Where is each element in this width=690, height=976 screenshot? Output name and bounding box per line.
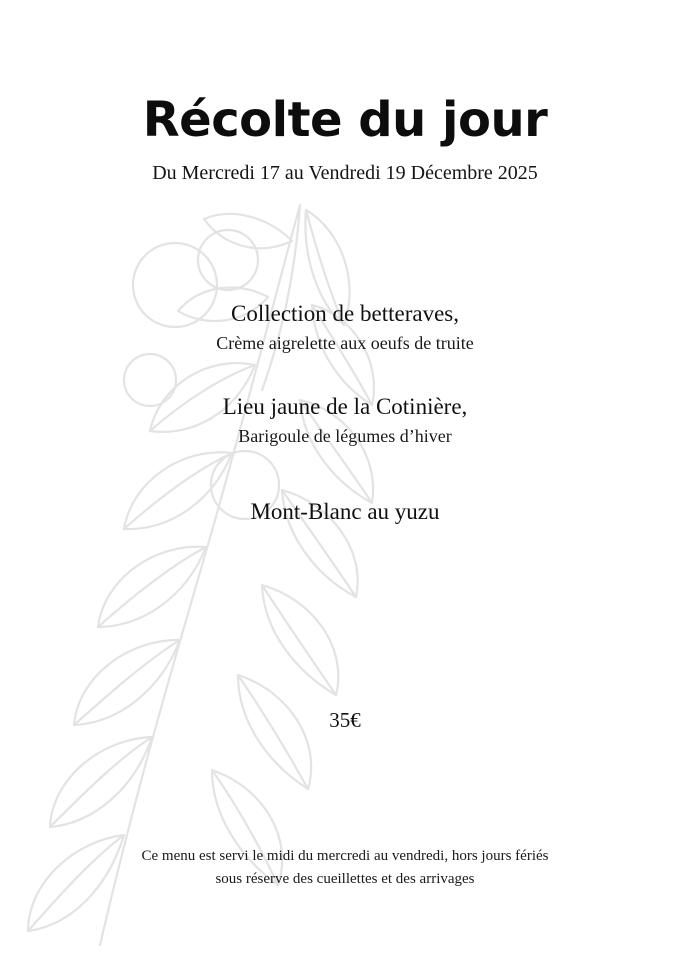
footnote-line-2: sous réserve des cueillettes et des arrivages bbox=[215, 871, 475, 888]
course-name: Lieu jaune de la Cotinière, bbox=[222, 394, 468, 420]
menu-footnote bbox=[0, 845, 690, 892]
course-item bbox=[0, 498, 690, 527]
course-list bbox=[0, 300, 690, 561]
menu-date-range: Du Mercredi 17 au Vendredi 19 Décembre 2025 bbox=[152, 162, 538, 184]
footnote-line-1: Ce menu est servi le midi du mercredi au vendredi, hors jours fériés bbox=[141, 848, 549, 864]
course-description: Crème aigrelette aux oeufs de truite bbox=[216, 332, 474, 353]
course-name: Collection de betteraves, bbox=[230, 301, 459, 326]
course-item bbox=[0, 300, 690, 355]
page-title: Récolte du jour bbox=[142, 92, 548, 148]
course-name: Mont-Blanc au yuzu bbox=[250, 499, 440, 525]
menu-price: 35€ bbox=[329, 708, 361, 732]
course-item bbox=[0, 393, 690, 448]
course-description: Barigoule de légumes d’hiver bbox=[238, 425, 452, 446]
